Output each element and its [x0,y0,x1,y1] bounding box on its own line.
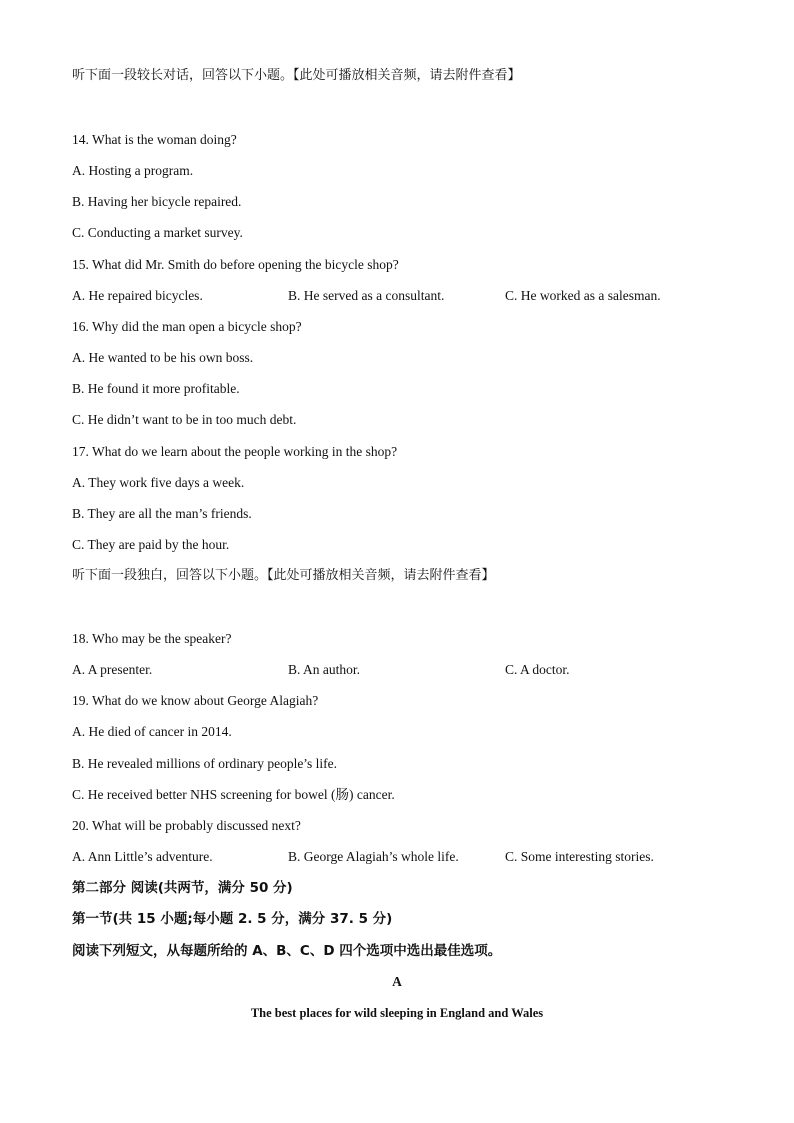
question-18-stem: 18. Who may be the speaker? [72,631,232,646]
question-14-stem: 14. What is the woman doing? [72,132,237,147]
question-14-option-b: B. Having her bicycle repaired. [72,194,242,209]
listening-intro-2: 听下面一段独白，回答以下小题。【此处可播放相关音频，请去附件查看】 [72,568,495,583]
part2-subheading: 第一节(共 15 小题;每小题 2. 5 分，满分 37. 5 分) [72,911,393,927]
question-17-stem: 17. What do we learn about the people working in the shop? [72,444,398,459]
question-20-option-c: C. Some interesting stories. [505,849,654,864]
listening-intro-1: 听下面一段较长对话，回答以下小题。【此处可播放相关音频，请去附件查看】 [72,68,521,83]
question-19-option-c: C. He received better NHS screening for bowel (肠) cancer. [72,787,395,802]
question-15-stem: 15. What did Mr. Smith do before opening the bicycle shop? [72,257,399,272]
question-15-option-a: A. He repaired bicycles. [72,288,203,303]
passage-title: The best places for wild sleeping in England and Wales [250,1006,544,1020]
question-20-option-a: A. Ann Little’s adventure. [72,849,213,864]
question-14-option-c: C. Conducting a market survey. [72,225,243,240]
question-17-option-b: B. They are all the man’s friends. [72,506,252,521]
question-16-option-a: A. He wanted to be his own boss. [72,350,254,365]
question-19-option-b: B. He revealed millions of ordinary people’s life. [72,756,338,771]
question-16-stem: 16. Why did the man open a bicycle shop? [72,319,302,334]
question-15-option-b: B. He served as a consultant. [288,288,445,303]
question-17-option-c: C. They are paid by the hour. [72,537,230,552]
question-14-option-a: A. Hosting a program. [72,163,194,178]
part2-heading: 第二部分 阅读(共两节，满分 50 分) [72,880,293,896]
question-18-option-c: C. A doctor. [505,662,570,677]
question-18-option-b: B. An author. [288,662,361,677]
question-20-option-b: B. George Alagiah’s whole life. [288,849,459,864]
part2-instruction: 阅读下列短文，从每题所给的 A、B、C、D 四个选项中选出最佳选项。 [72,943,502,959]
question-19-stem: 19. What do we know about George Alagiah? [72,693,319,708]
passage-label: A [392,974,402,989]
question-20-stem: 20. What will be probably discussed next? [72,818,301,833]
question-17-option-a: A. They work five days a week. [72,475,245,490]
question-15-option-c: C. He worked as a salesman. [505,288,661,303]
question-16-option-b: B. He found it more profitable. [72,381,240,396]
question-18-option-a: A. A presenter. [72,662,153,677]
question-19-option-a: A. He died of cancer in 2014. [72,724,232,739]
question-16-option-c: C. He didn’t want to be in too much debt. [72,412,297,427]
